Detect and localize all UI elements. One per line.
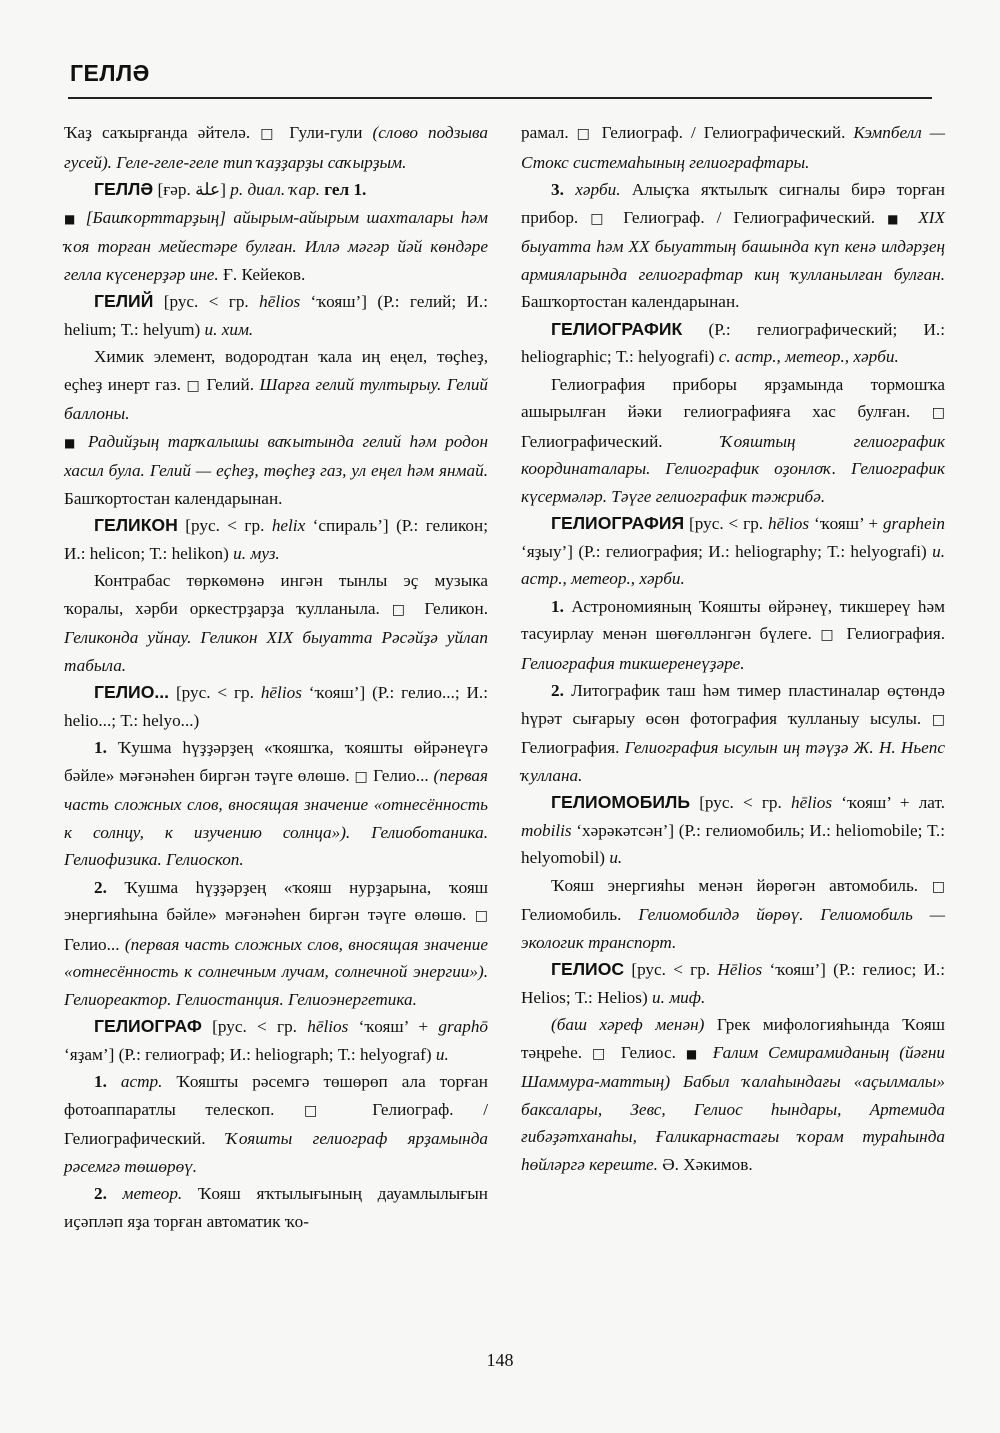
text-run: ‘ҡояш’] (Р.: гелиос; И.: Helios; Т.: Helios) (521, 960, 945, 1007)
sense-number: 2. (551, 681, 564, 700)
entry-paragraph (521, 176, 945, 316)
text-run: [рус. < гр. (690, 793, 791, 812)
text-run: [рус. < гр. (201, 1017, 308, 1036)
italic-run: [Башҡорттарҙың] айырым-айырым шахталары һәм ҡоя торған мейестәре булған. Иллә мәгәр йәй көндәре гелла күсенерҙәр ине. (64, 207, 489, 284)
italic-run: с. астр., метеор., хәрби. (718, 347, 899, 366)
text-run: Гелиограф. / Гелиографический. (64, 1099, 489, 1148)
russian-equivalent-marker: □ (474, 908, 488, 924)
italic-run: hēlios (790, 793, 833, 812)
entry-paragraph (64, 119, 488, 176)
text-run: Гелиос. (610, 1042, 686, 1062)
italic-run: graphō (438, 1017, 489, 1036)
italic-run: (баш хәреф менән) (551, 1015, 705, 1034)
text-run: Ә. Хәкимов. (657, 1154, 753, 1174)
text-run: рамал. (521, 123, 577, 142)
text-run: Гелиографический. (521, 431, 721, 451)
entry-paragraph (64, 734, 488, 874)
italic-run: hēlios (260, 683, 302, 702)
text-run: Гелий. (200, 374, 260, 394)
text-run: [рус. < гр. (177, 516, 272, 535)
russian-equivalent-marker: □ (186, 377, 201, 394)
italic-run: helix (271, 516, 306, 535)
sense-number: гел 1. (320, 180, 367, 199)
italic-run: Ҡояштың гелиографик координаталары. Гелиографик оҙонлоҡ. Гелиографик күсермәләр. Тәүге гелиографик тәжрибә. (521, 431, 945, 506)
text-run: Гелиография. (521, 738, 625, 757)
italic-run: Гелиография тикшеренеүҙәре. (521, 653, 745, 673)
text-run: ] (220, 180, 231, 199)
sense-number: 3. (551, 180, 576, 199)
text-run: Ҡояш энергияһы менән йөрөгән автомобиль. (551, 875, 932, 895)
text-run: Гелиография. (837, 624, 945, 643)
russian-equivalent-marker: □ (592, 1045, 611, 1062)
russian-equivalent-marker: □ (590, 210, 612, 227)
text-run: Гелиография приборы ярҙамында тормошҡа ашырылған йәки гелиографияға хас булған. (521, 374, 945, 421)
text-run: Ҡояш яҡтылығының дауамлылығын иҫәпләп яҙа торған автоматик ҡо- (64, 1184, 488, 1231)
text-run: ‘яҙыу’] (Р.: гелиография; И.: heliography; Т.: helyografi) (521, 541, 933, 561)
text-run: Контрабас төркөмөнә ингән тынлы эҫ музыка ҡоралы, хәрби оркестрҙарҙа ҡулланыла. (64, 571, 488, 618)
headword: ГЕЛИЙ (94, 291, 154, 311)
italic-run: Шарға гелий тултырыу. Гелий баллоны. (64, 374, 489, 423)
entry-paragraph (64, 428, 488, 513)
italic-run: Кэмпбелл — Стокс системаһының гелиографтары. (521, 123, 945, 172)
text-run: ‘ҡояш’ + (809, 514, 883, 533)
text-run: Грек мифологияһында Ҡояш тәңреһе. (521, 1015, 946, 1062)
russian-equivalent-marker: □ (576, 126, 594, 142)
sense-number: 2. (94, 1184, 123, 1203)
italic-run: Ҡояшты гелиограф ярҙамында рәсемгә төшөрөү. (64, 1129, 488, 1176)
russian-equivalent-marker: □ (354, 768, 369, 785)
text-run: Ҡушма һүҙҙәрҙең «ҡояш нурҙарына, ҡояш энергияһына бәйле» мәғәнәһен биргән тәүге өлөшө. (64, 877, 488, 924)
italic-run: hēlios (307, 1017, 349, 1036)
text-run: Ҡояшты рәсемгә төшөрөп ала торған фотоаппаратлы телескоп. (64, 1072, 488, 1119)
text-run: Башҡортостан календарынан. (64, 488, 283, 508)
citation-marker: ■ (887, 211, 907, 226)
text-run: ‘яҙам’] (Р.: гелиограф; И.: heliograph; Т.: helyograf) (64, 1044, 436, 1064)
entry-paragraph (521, 119, 945, 176)
italic-run: mobilis (521, 820, 572, 840)
text-run: Алыҫҡа яҡтылыҡ сигналы бирә торған прибор. (521, 180, 945, 227)
text-run: [рус. < гр. (624, 960, 718, 979)
text-run: Ҡаҙ саҡырғанда әйтелә. (64, 123, 261, 142)
text-run: Литографик таш һәм тимер пластиналар өҫтөндә һүрәт сығарыу өсөн фотография ҡулланыу ысулы. (521, 681, 945, 728)
italic-run: hēlios (259, 292, 301, 311)
russian-equivalent-marker: □ (260, 126, 280, 142)
entry-paragraph (64, 1180, 488, 1235)
italic-run: и. хим. (204, 319, 254, 339)
running-head: ГЕЛЛӘ (70, 60, 150, 86)
text-run: Гелиомобиль. (521, 905, 639, 924)
text-run: Гелиограф. / Гелиографический. (593, 123, 854, 142)
italic-run: (первая часть сложных слов, вносящая значение «отнесённость к солнечным лучам, солнечной энергии»). Гелиореактор. Гелиостанция. Гелиоэнергетика. (64, 934, 489, 1009)
entry-paragraph (521, 677, 945, 789)
entry-paragraph (521, 1011, 945, 1178)
italic-run: Ғалим Семирамиданың (йәғни Шаммура-маттың) Бабыл ҡалаһындағы «аҫылмалы» баксалары, Зевс, Гелиос һындары, Артемида ғибәҙәтханаһы, Ғаликарнастағы ҡорам тураһында һөйләргә кереште. (521, 1042, 945, 1174)
entry-paragraph (521, 789, 945, 872)
sense-number: 1. (551, 596, 564, 616)
citation-marker: ■ (64, 211, 79, 226)
entry-paragraph (521, 316, 945, 371)
text-run: ‘ҡояш’] (Р.: гелий; И.: helium; Т.: helyum) (64, 292, 488, 339)
headword: ГЕЛИОС (551, 959, 625, 979)
entry-paragraph (64, 176, 488, 204)
italic-run: Гелиомобилдә йөрөү. Гелиомобиль — экологик транспорт. (521, 905, 946, 952)
italic-run: XIX быуатта һәм XX быуаттың башында күп кенә илдәрҙең армияларында гелиографтар киң ҡулланылған булған. (521, 207, 945, 284)
text-run: ‘спираль’] (Р.: геликон; И.: helicon; Т.: helikon) (64, 516, 488, 563)
citation-marker: ■ (64, 435, 80, 450)
headword: ГЕЛИОГРАФИЯ (551, 513, 685, 533)
russian-equivalent-marker: □ (820, 627, 838, 643)
text-run: Ғ. Кейеков. (218, 264, 306, 284)
text-run: ‘ҡояш’ + (348, 1017, 439, 1036)
text-run: [ғәр. (153, 180, 196, 199)
text-run: Гелио... (64, 934, 125, 954)
entry-paragraph (521, 956, 945, 1011)
italic-run: (первая часть сложных слов, вносящая значение «отнесённость к солнцу, к изучению солнца»). Гелиоботаника. Гелиофизика. Гелиоскоп. (64, 765, 488, 869)
italic-run: и. миф. (652, 987, 706, 1007)
entry-paragraph (64, 512, 488, 567)
italic-run: и. муз. (233, 543, 280, 563)
text-run: (Р.: гелиографический; И.: heliographic; Т.: helyografi) (521, 319, 945, 366)
headword: ГЕЛИО... (94, 682, 170, 702)
text-run: Геликон. (412, 598, 488, 618)
italic-run: Радийҙың тарҡалышы ваҡытында гелий һәм родон хасил була. Гелий — еҫһеҙ, төҫһеҙ газ, ул еңел һәм янмай. (64, 431, 488, 480)
entry-paragraph (521, 371, 945, 511)
italic-run: Геликонда уйнау. Геликон XIX быуатта Рәсәйҙә уйлап табыла. (64, 628, 488, 675)
headword: ГЕЛИОГРАФ (94, 1016, 202, 1036)
text-run: Гелиограф. / Гелиографический. (611, 207, 888, 227)
entry-paragraph (521, 510, 945, 593)
italic-run: и. астр., метеор., хәрби. (521, 541, 945, 588)
right-column (521, 119, 945, 1178)
text-run: Химик элемент, водородтан ҡала иң еңел, төҫһеҙ, еҫһеҙ инерт газ. (64, 347, 488, 394)
citation-marker: ■ (685, 1046, 703, 1061)
russian-equivalent-marker: □ (931, 711, 945, 728)
headword: ГЕЛИОГРАФИК (551, 318, 683, 339)
entry-paragraph (64, 679, 488, 734)
italic-run: Hēlios (717, 960, 763, 979)
italic-run: Гелиография ысулын иң тәүҙә Ж. Н. Ньепс ҡуллана. (521, 738, 945, 785)
headword: ГЕЛИКОН (94, 515, 178, 535)
text-run: [рус. < гр. (684, 514, 769, 533)
sense-number: 2. (94, 877, 107, 897)
sense-number: 1. (94, 738, 107, 757)
russian-equivalent-marker: □ (391, 601, 413, 618)
italic-run: (слово подзыва гусей). Геле-геле-геле тип ҡаҙҙарҙы саҡырҙым. (64, 123, 488, 172)
text-run: ‘хәрәкәтсән’] (Р.: гелиомобиль; И.: heliomobile; Т.: helyomobil) (521, 820, 945, 867)
italic-run: graphein (882, 514, 945, 533)
page-number: 148 (486, 1350, 514, 1370)
text-run: [рус. < гр. (153, 292, 260, 311)
text-run: ‘ҡояш’ + лат. (832, 793, 945, 812)
text-run: علة (195, 180, 221, 199)
russian-equivalent-marker: □ (931, 878, 945, 895)
entry-paragraph (64, 204, 488, 289)
entry-paragraph (64, 1068, 488, 1180)
italic-run: hēlios (768, 514, 810, 533)
text-run: ‘ҡояш’] (Р.: гелио...; И.: helio...; Т.: helyo...) (64, 683, 489, 730)
italic-run: и. (435, 1044, 449, 1064)
sense-number: 1. (94, 1072, 121, 1091)
italic-run: астр. (120, 1072, 163, 1091)
italic-run: р. диал. ҡар. (230, 180, 320, 199)
left-column (64, 119, 488, 1235)
entry-paragraph (64, 567, 488, 679)
italic-run: метеор. (122, 1184, 183, 1203)
entry-paragraph (521, 872, 945, 957)
russian-equivalent-marker: □ (931, 405, 945, 421)
text-run: [рус. < гр. (169, 683, 261, 702)
italic-run: и. (609, 848, 623, 867)
headword: ГЕЛЛӘ (94, 179, 154, 199)
italic-run: хәрби. (575, 180, 621, 199)
russian-equivalent-marker: □ (304, 1102, 343, 1119)
text-run: Ҡушма һүҙҙәрҙең «ҡояшҡа, ҡояшты өйрәнеүгә бәйле» мәғәнәһен биргән тәүге өлөшө. (64, 738, 488, 785)
header-rule (68, 97, 932, 99)
entry-paragraph (64, 1013, 488, 1068)
headword: ГЕЛИОМОБИЛЬ (551, 792, 691, 812)
text-run: Астрономияның Ҡояшты өйрәнеү, тикшереү һәм тасуирлау менән шөғөлләнгән бүлеге. (521, 596, 945, 643)
text-run: Башҡортостан календарынан. (521, 292, 740, 311)
entry-paragraph (521, 593, 945, 678)
entry-paragraph (64, 874, 488, 1014)
entry-paragraph (64, 343, 488, 428)
text-run: Гули-гули (279, 123, 373, 142)
entry-paragraph (64, 288, 488, 343)
text-run: Гелио... (368, 765, 434, 785)
